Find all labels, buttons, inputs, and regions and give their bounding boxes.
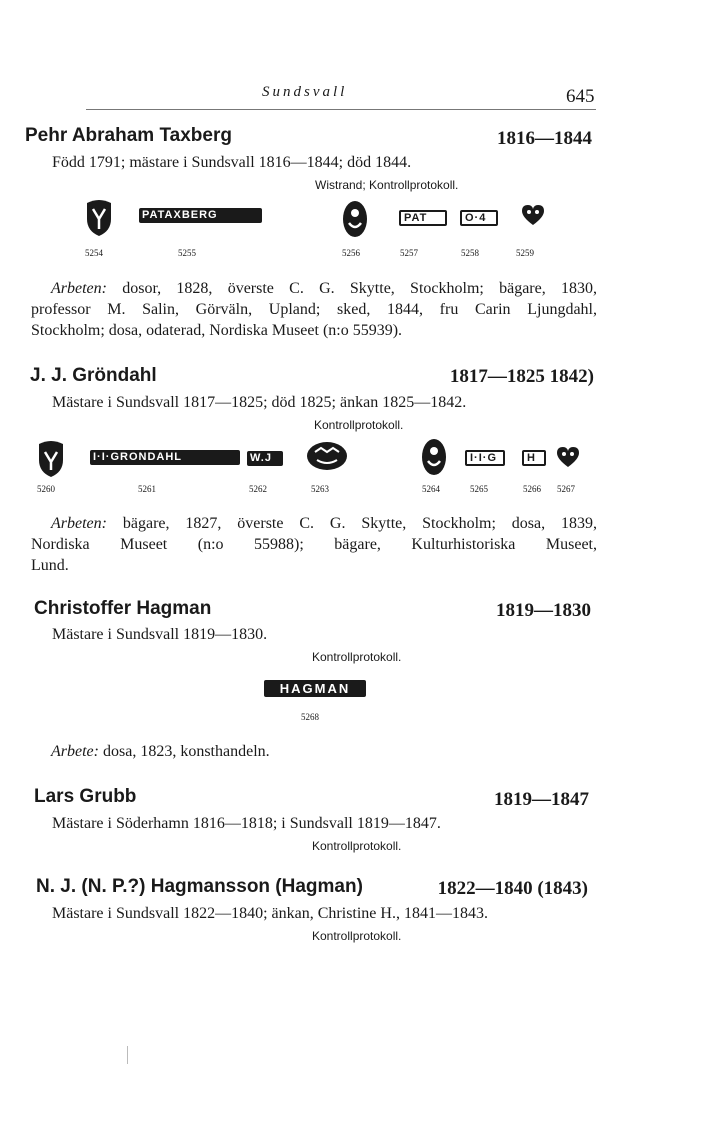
entry-years: 1816—1844 <box>497 128 592 149</box>
entry-name: Pehr Abraham Taxberg <box>25 125 232 146</box>
mark-number: 5260 <box>37 484 55 494</box>
maker-stamp: I·I·GRONDAHL <box>90 450 240 465</box>
initials-stamp: I·I·G <box>465 450 505 466</box>
works-line: bägare, 1827, överste C. G. Skytte, Stockholm; dosa, 1839, <box>122 515 598 532</box>
entry-sources: Kontrollprotokoll. <box>312 650 402 664</box>
works-line: Stockholm; dosa, odaterad, Nordiska Museet (n:o 55939). <box>31 322 403 339</box>
entry-years: 1819—1830 <box>496 600 591 621</box>
mark-number: 5263 <box>311 484 329 494</box>
mark-number: 5256 <box>342 248 360 258</box>
heart-mark-icon <box>555 446 581 468</box>
mark-number: 5264 <box>422 484 440 494</box>
maker-stamp: HAGMAN <box>264 680 366 697</box>
shield-mark-icon <box>37 438 65 478</box>
date-letter-stamp: H <box>522 450 546 466</box>
initials-stamp: W.J <box>247 451 283 466</box>
mark-number: 5254 <box>85 248 103 258</box>
entry-bio: Född 1791; mästare i Sundsvall 1816—1844; död 1844. <box>52 154 412 171</box>
works-label: Arbete: <box>51 743 99 760</box>
maker-stamp: PATAXBERG <box>139 208 262 223</box>
shield-mark-icon <box>84 197 114 237</box>
margin-mark <box>127 1046 128 1064</box>
works-label: Arbeten: <box>51 515 107 532</box>
mark-number: 5265 <box>470 484 488 494</box>
initials-stamp: PAT <box>399 210 447 226</box>
entry-years: 1822—1840 (1843) <box>437 878 588 899</box>
mark-number: 5258 <box>461 248 479 258</box>
mark-number: 5262 <box>249 484 267 494</box>
heart-mark-icon <box>520 204 546 226</box>
mark-number: 5261 <box>138 484 156 494</box>
entry-bio: Mästare i Sundsvall 1817—1825; död 1825; änkan 1825—1842. <box>52 394 467 411</box>
mark-number: 5267 <box>557 484 575 494</box>
entry-name: N. J. (N. P.?) Hagmansson (Hagman) <box>36 876 363 897</box>
works-line: Lund. <box>31 557 69 574</box>
entry-name: Christoffer Hagman <box>34 598 212 619</box>
mark-number: 5268 <box>301 712 319 722</box>
entry-name: Lars Grubb <box>34 786 137 807</box>
crown-mark-icon <box>305 440 349 472</box>
works-label: Arbeten: <box>51 280 107 297</box>
entry-name: J. J. Gröndahl <box>30 365 157 386</box>
entry-sources: Wistrand; Kontrollprotokoll. <box>315 178 459 192</box>
works-paragraph <box>31 741 597 762</box>
mark-number: 5259 <box>516 248 534 258</box>
header-rule <box>86 109 596 110</box>
running-title: Sundsvall <box>262 84 348 100</box>
works-paragraph <box>31 278 597 341</box>
works-paragraph <box>31 513 597 576</box>
entry-sources: Kontrollprotokoll. <box>312 929 402 943</box>
works-line: dosor, 1828, överste C. G. Skytte, Stockholm; bägare, 1830, <box>122 280 597 297</box>
entry-bio: Mästare i Sundsvall 1819—1830. <box>52 626 268 643</box>
town-mark-icon <box>420 437 448 477</box>
entry-years: 1817—1825 1842) <box>449 366 594 387</box>
entry-bio: Mästare i Sundsvall 1822—1840; änkan, Christine H., 1841—1843. <box>52 905 488 922</box>
works-line: dosa, 1823, konsthandeln. <box>102 743 270 760</box>
entry-sources: Kontrollprotokoll. <box>312 839 402 853</box>
entry-bio: Mästare i Söderhamn 1816—1818; i Sundsvall 1819—1847. <box>52 815 441 832</box>
mark-number: 5257 <box>400 248 418 258</box>
works-line: professor M. Salin, Görväln, Upland; sked, 1844, fru Carin Ljungdahl, <box>31 301 597 318</box>
date-letter-stamp: O·4 <box>460 210 498 226</box>
page-number: 645 <box>566 86 595 107</box>
works-line: Nordiska Museet (n:o 55988); bägare, Kulturhistoriska Museet, <box>31 536 597 553</box>
entry-years: 1819—1847 <box>494 789 589 810</box>
entry-sources: Kontrollprotokoll. <box>314 418 404 432</box>
mark-number: 5255 <box>178 248 196 258</box>
mark-number: 5266 <box>523 484 541 494</box>
town-mark-icon <box>341 199 369 239</box>
